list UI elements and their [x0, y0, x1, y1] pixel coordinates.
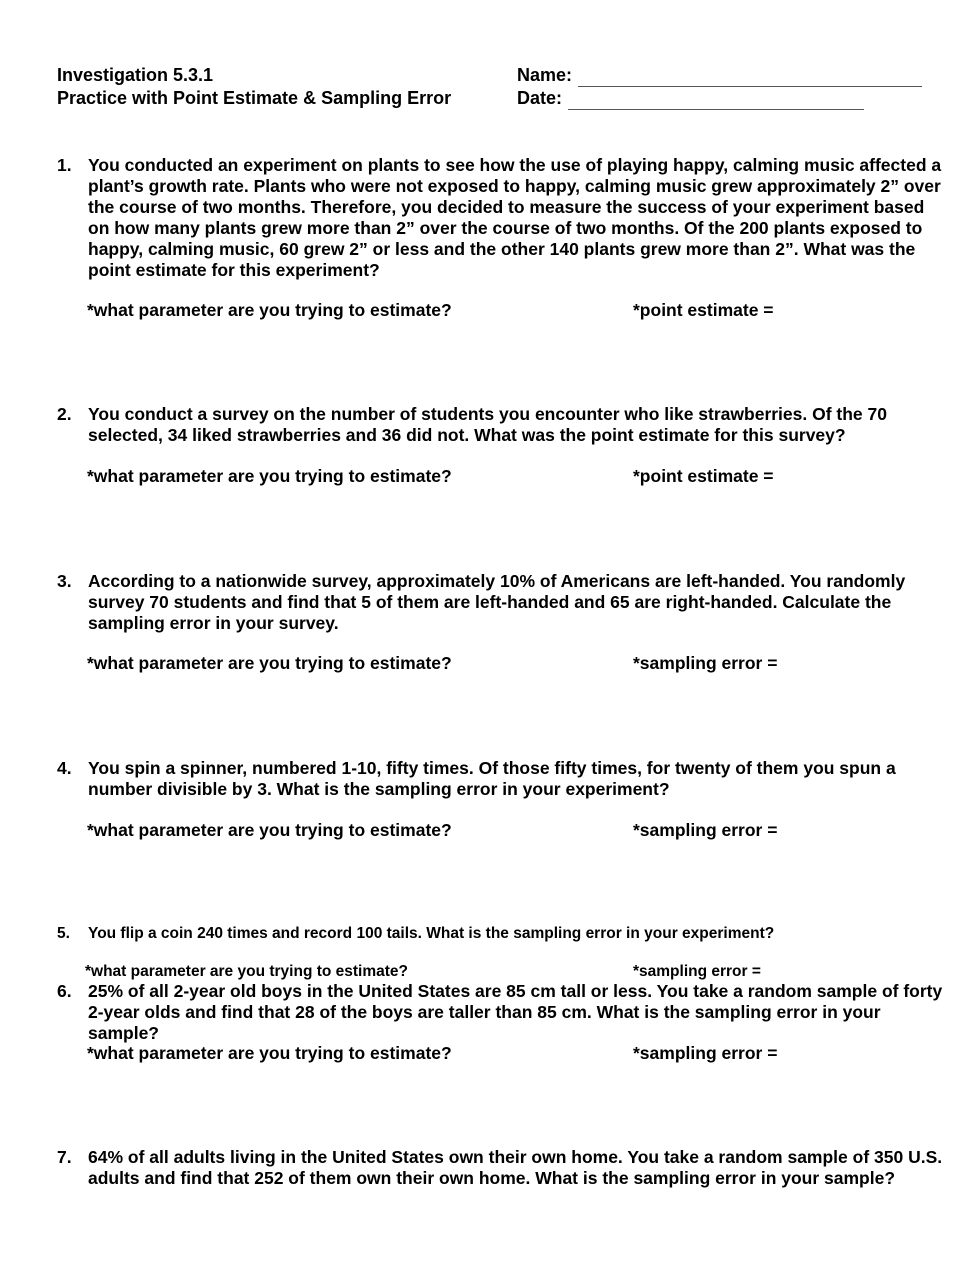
- name-input-line[interactable]: [578, 68, 922, 87]
- question-number: 2.: [57, 404, 72, 424]
- date-field-row: [517, 87, 922, 110]
- question-text: 64% of all adults living in the United States own their own home. You take a random sample of 350 U.S. adults and find that 252 of them own their own home. What is the sampling error in your sample?: [88, 1147, 943, 1188]
- point-estimate-prompt: *point estimate =: [633, 300, 774, 320]
- name-field-row: [517, 64, 922, 87]
- date-input-line[interactable]: [568, 91, 864, 110]
- parameter-prompt: *what parameter are you trying to estimate?: [87, 466, 452, 486]
- worksheet-title: [57, 64, 451, 110]
- sampling-error-prompt: *sampling error =: [633, 963, 761, 980]
- parameter-prompt: *what parameter are you trying to estimate?: [87, 1043, 452, 1063]
- point-estimate-prompt: *point estimate =: [633, 466, 774, 486]
- question-text: 25% of all 2-year old boys in the United States are 85 cm tall or less. You take a random sample of forty 2-year olds and find that 28 of the boys are taller than 85 cm. What is the sampling error in your sample?: [88, 981, 943, 1043]
- question-number: 1.: [57, 155, 72, 175]
- question-number: 3.: [57, 571, 72, 591]
- question-text: You flip a coin 240 times and record 100 tails. What is the sampling error in your experiment?: [88, 925, 775, 942]
- question-text: You spin a spinner, numbered 1-10, fifty times. Of those fifty times, for twenty of them you spun a number divisible by 3. What is the sampling error in your experiment?: [88, 758, 896, 799]
- title-line-1: Investigation 5.3.1: [57, 65, 214, 85]
- question-number: 6.: [57, 981, 72, 1001]
- parameter-prompt: *what parameter are you trying to estimate?: [87, 820, 452, 840]
- question-number: 4.: [57, 758, 72, 778]
- student-info: [517, 64, 922, 110]
- question-text: You conducted an experiment on plants to see how the use of playing happy, calming music affected a plant’s growth rate. Plants who were not exposed to happy, calming music grew approximately 2” over the course of two months. Therefore, you decided to measure the success of your experiment based on how many plants grew more than 2” over the course of two months. Of the 200 plants exposed to happy, calming music, 60 grew 2” or less and the other 140 plants grew more than 2”. What was the point estimate for this experiment?: [88, 155, 942, 280]
- parameter-prompt: *what parameter are you trying to estimate?: [85, 963, 409, 980]
- question-text: According to a nationwide survey, approximately 10% of Americans are left-handed. You randomly survey 70 students and find that 5 of them are left-handed and 65 are right-handed. Calculate the sampling error in your survey.: [88, 571, 906, 633]
- question-number: 5.: [57, 925, 70, 942]
- name-label: Name:: [517, 65, 573, 85]
- sampling-error-prompt: *sampling error =: [633, 653, 778, 673]
- parameter-prompt: *what parameter are you trying to estimate?: [87, 300, 452, 320]
- question-number: 7.: [57, 1147, 72, 1167]
- date-label: Date:: [517, 88, 563, 108]
- parameter-prompt: *what parameter are you trying to estimate?: [87, 653, 452, 673]
- title-line-2: Practice with Point Estimate & Sampling Error: [57, 88, 452, 108]
- sampling-error-prompt: *sampling error =: [633, 820, 778, 840]
- question-text: You conduct a survey on the number of students you encounter who like strawberries. Of the 70 selected, 34 liked strawberries and 36 did not. What was the point estimate for this survey?: [88, 404, 887, 445]
- sampling-error-prompt: *sampling error =: [633, 1043, 778, 1063]
